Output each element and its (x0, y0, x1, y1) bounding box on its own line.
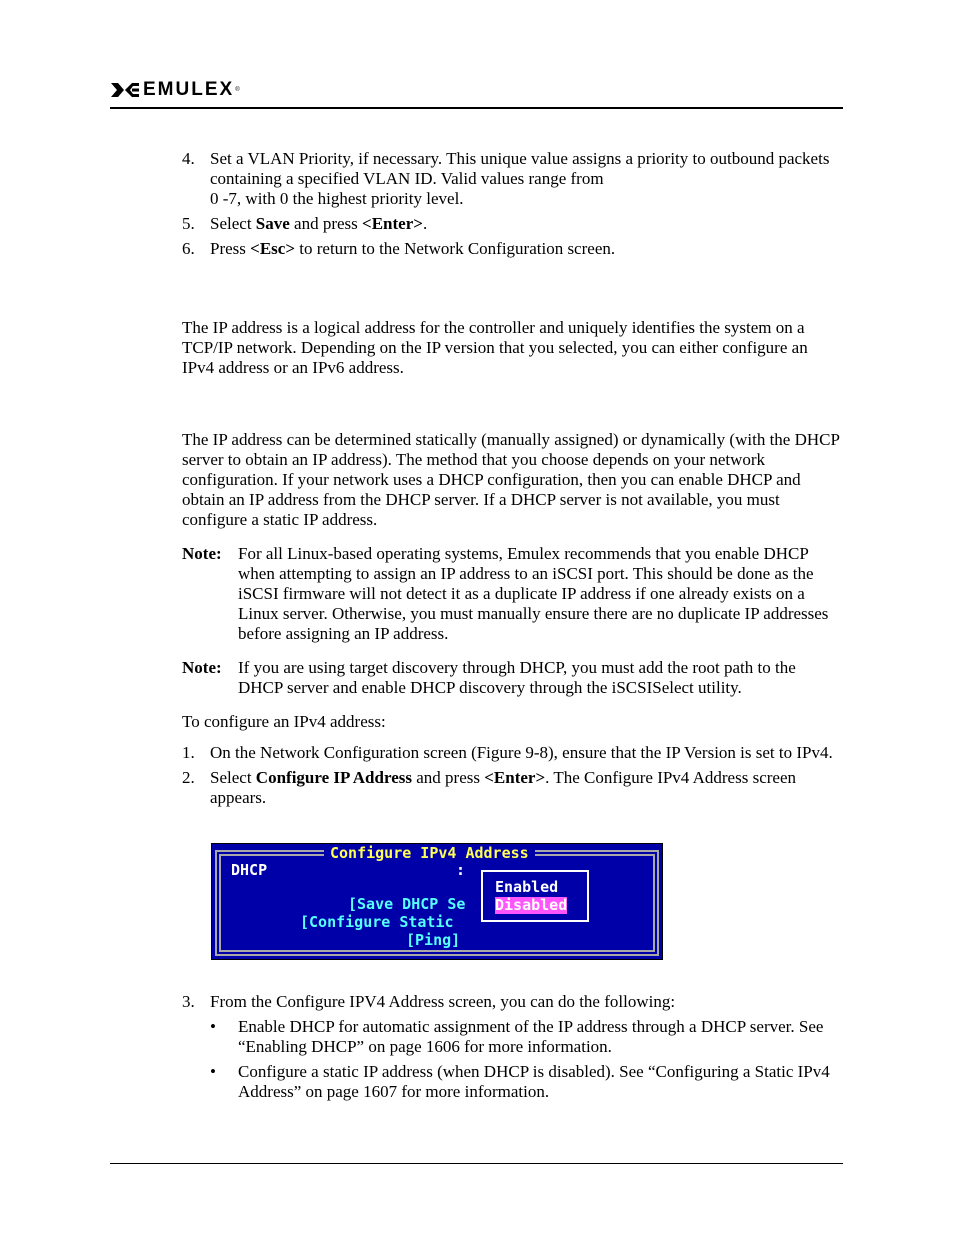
step-6: 6. Press <Esc> to return to the Network Configuration screen. (182, 239, 616, 258)
emulex-logo-icon (110, 81, 140, 99)
ip-method-paragraph: The IP address can be determined statically (manually assigned) or dynamically (with the DHCP server to obtain an IP address). The method that you choose depends on your network configuration. If your network uses a DHCP configuration, then you can enable DHCP and obtain an IP address from the DHCP server. If a DHCP server is not available, you must configure a static IP address. (182, 430, 840, 529)
bios-option-disabled[interactable]: Disabled (495, 896, 568, 914)
step-3: 3. From the Configure IPV4 Address screen, you can do the following: (182, 992, 676, 1011)
bios-dhcp-label: DHCP (231, 861, 268, 879)
bios-option-enabled[interactable]: Enabled (495, 878, 559, 896)
page-content (182, 149, 844, 808)
ip-address-paragraph: The IP address is a logical address for the controller and uniquely identifies the system on a TCP/IP network. Depending on the IP version that you selected, you can either configure an IPv4 address or an IPv6 address. (182, 318, 808, 377)
bios-dhcp-options-popup (481, 870, 589, 922)
ipv4-intro: To configure an IPv4 address: (182, 712, 386, 731)
step-2: 2. Select Configure IP Address and press <Enter>. The Configure IPv4 Address screen appears. (182, 768, 796, 807)
page-content-lower (182, 992, 844, 1102)
header-rule (110, 107, 843, 109)
bullet-static-ip: • Configure a static IP address (when DHCP is disabled). See “Configuring a Static IPv4 Address” on page 1607 for more information. (210, 1062, 830, 1101)
footer-rule (110, 1163, 843, 1164)
step-5: 5. Select Save and press <Enter>. (182, 214, 428, 233)
logo-text: EMULEX (143, 79, 235, 100)
emulex-logo (110, 80, 240, 100)
bullet-enable-dhcp: • Enable DHCP for automatic assignment of the IP address through a DHCP server. See “Enabling DHCP” on page 1606 for more information. (210, 1017, 824, 1056)
note-linux: Note: For all Linux-based operating systems, Emulex recommends that you enable DHCP when attempting to assign an IP address to an iSCSI port. This should be done as the iSCSI firmware will not detect it as a duplicate IP address if one already exists on a Linux server. Otherwise, you must manually ensure there are no duplicate IP addresses before assigning an IP address. (182, 544, 829, 643)
note-dhcp-discovery: Note: If you are using target discovery through DHCP, you must add the root path to the DHCP server and enable DHCP discovery through the iSCSISelect utility. (182, 658, 796, 697)
step-4: 4. Set a VLAN Priority, if necessary. This unique value assigns a priority to outbound packets containing a specified VLAN ID. Valid values range from 0 -7, with 0 the highest priority level. (182, 149, 830, 208)
bios-dhcp-colon: : (456, 861, 466, 879)
step-1: 1. On the Network Configuration screen (Figure 9-8), ensure that the IP Version is set to IPv4. (182, 743, 833, 762)
configure-ipv4-screenshot (211, 843, 663, 960)
bios-title: Configure IPv4 Address (324, 844, 535, 862)
bios-save-dhcp-button[interactable]: [Save DHCP Se (348, 895, 466, 913)
logo-trademark: ® (235, 87, 240, 93)
bios-configure-static-button[interactable]: [Configure Static (300, 913, 454, 931)
bios-ping-button[interactable]: [Ping] (406, 931, 461, 949)
